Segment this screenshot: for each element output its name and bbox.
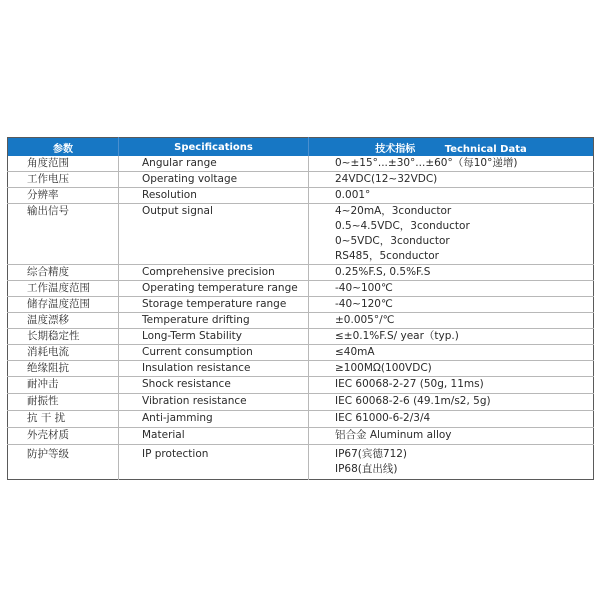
- param-value: IEC 61000-6-2/3/4: [309, 411, 594, 428]
- param-en: Angular range: [119, 156, 309, 172]
- param-en: Material: [119, 428, 309, 445]
- table-row: [8, 394, 594, 411]
- param-cn: 温度漂移: [8, 313, 119, 329]
- param-value: 0~±15°...±30°...±60°（每10°递增): [309, 156, 594, 172]
- table-row: [8, 204, 594, 265]
- specifications-table: [7, 137, 594, 480]
- param-en: Storage temperature range: [119, 297, 309, 313]
- param-en: Resolution: [119, 188, 309, 204]
- param-value: 24VDC(12~32VDC): [309, 172, 594, 188]
- param-cn: 工作电压: [8, 172, 119, 188]
- param-cn: 消耗电流: [8, 345, 119, 361]
- param-cn: 角度范围: [8, 156, 119, 172]
- param-value: 0.25%F.S, 0.5%F.S: [309, 265, 594, 281]
- param-en: Shock resistance: [119, 377, 309, 394]
- param-en: Current consumption: [119, 345, 309, 361]
- param-en: Temperature drifting: [119, 313, 309, 329]
- header-specifications: Specifications: [119, 138, 309, 157]
- param-en: Comprehensive precision: [119, 265, 309, 281]
- param-cn: 防护等级: [8, 445, 119, 480]
- param-cn: 工作温度范围: [8, 281, 119, 297]
- param-en: Output signal: [119, 204, 309, 265]
- param-value: -40~120℃: [309, 297, 594, 313]
- header-tech-cn: 技术指标: [375, 143, 416, 155]
- table-row: [8, 329, 594, 345]
- value-line: 0.5~4.5VDC，3conductor: [335, 220, 470, 232]
- value-line: RS485，5conductor: [335, 250, 439, 262]
- table-row: [8, 265, 594, 281]
- header-tech-en: Technical Data: [444, 143, 527, 155]
- table-row: [8, 377, 594, 394]
- param-cn: 抗 干 扰: [8, 411, 119, 428]
- param-value: ≥100MΩ(100VDC): [309, 361, 594, 377]
- param-en: Insulation resistance: [119, 361, 309, 377]
- value-line: 4~20mA，3conductor: [335, 205, 452, 217]
- table-row: [8, 345, 594, 361]
- param-en: Long-Term Stability: [119, 329, 309, 345]
- param-value: ≤±0.1%F.S/ year（typ.): [309, 329, 594, 345]
- table-row: [8, 172, 594, 188]
- table-row: [8, 297, 594, 313]
- param-value: ≤40mA: [309, 345, 594, 361]
- param-value: 0.001°: [309, 188, 594, 204]
- table-row: [8, 428, 594, 445]
- param-value: ±0.005°/℃: [309, 313, 594, 329]
- param-value: [309, 204, 594, 265]
- param-en: Operating temperature range: [119, 281, 309, 297]
- param-cn: 综合精度: [8, 265, 119, 281]
- param-value: [309, 445, 594, 480]
- param-value: -40~100℃: [309, 281, 594, 297]
- param-cn: 耐冲击: [8, 377, 119, 394]
- value-line: 0~5VDC，3conductor: [335, 235, 450, 247]
- table-row: [8, 361, 594, 377]
- param-en: IP protection: [119, 445, 309, 480]
- param-cn: 外壳材质: [8, 428, 119, 445]
- param-value: IEC 60068-2-6 (49.1m/s2, 5g): [309, 394, 594, 411]
- param-cn: 绝缘阻抗: [8, 361, 119, 377]
- param-value: 铝合金 Aluminum alloy: [309, 428, 594, 445]
- table-row: [8, 313, 594, 329]
- param-cn: 耐振性: [8, 394, 119, 411]
- table-row: [8, 188, 594, 204]
- param-cn: 长期稳定性: [8, 329, 119, 345]
- param-en: Operating voltage: [119, 172, 309, 188]
- table-header-row: [8, 138, 594, 157]
- param-en: Anti-jamming: [119, 411, 309, 428]
- table-row: [8, 411, 594, 428]
- param-cn: 分辨率: [8, 188, 119, 204]
- value-line: IP68(直出线): [335, 463, 398, 475]
- table-row: [8, 156, 594, 172]
- header-param-cn: 参数: [8, 138, 119, 157]
- param-value: IEC 60068-2-27 (50g, 11ms): [309, 377, 594, 394]
- table-row: [8, 281, 594, 297]
- header-technical-data: [309, 138, 594, 157]
- param-en: Vibration resistance: [119, 394, 309, 411]
- value-line: IP67(宾德712): [335, 448, 408, 460]
- table-row: [8, 445, 594, 480]
- param-cn: 储存温度范围: [8, 297, 119, 313]
- param-cn: 输出信号: [8, 204, 119, 265]
